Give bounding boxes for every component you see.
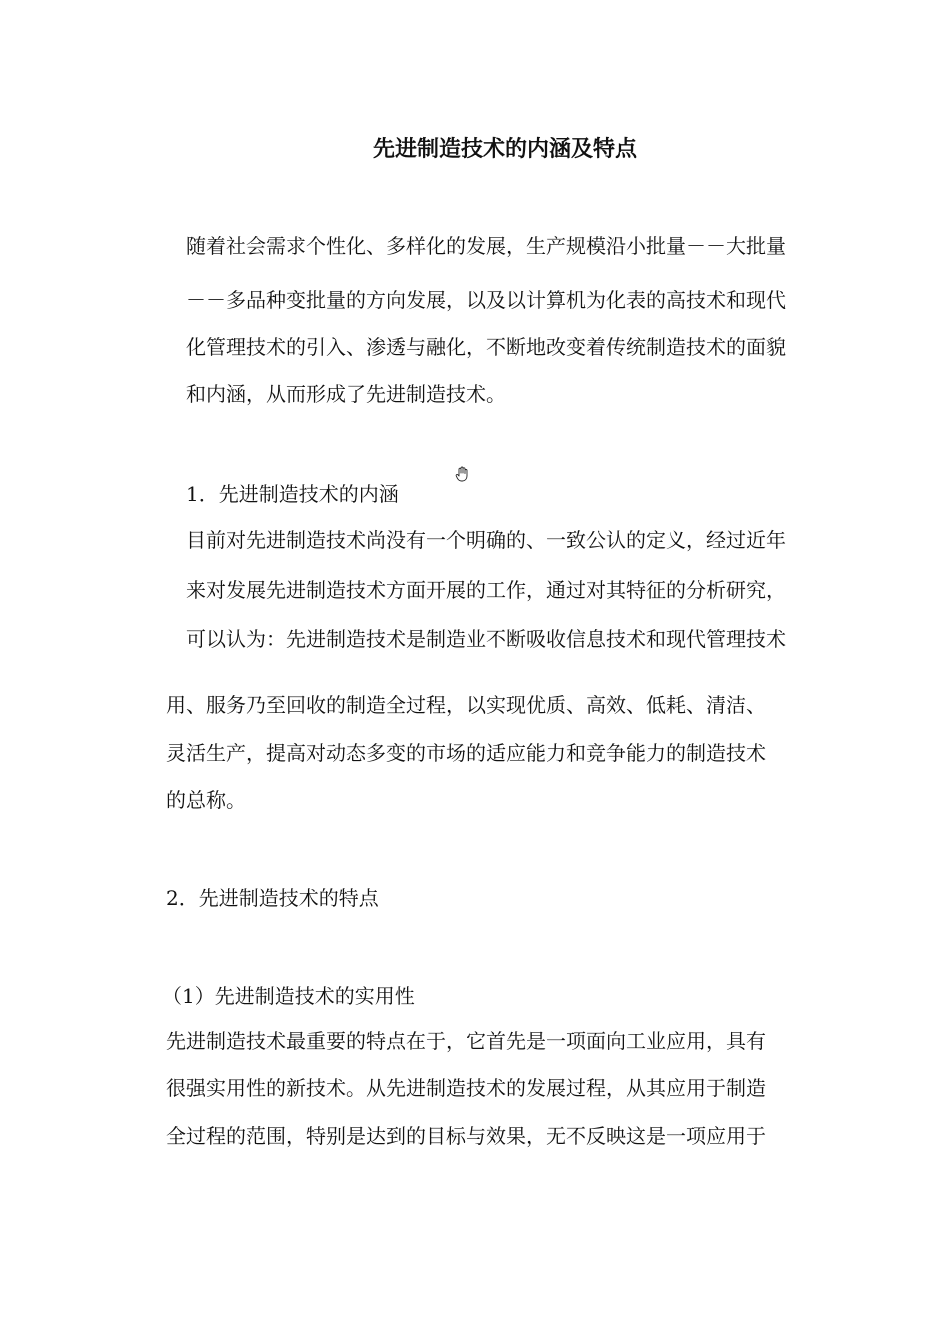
section2-line-1: 先进制造技术最重要的特点在于，它首先是一项面向工业应用，具有	[166, 1029, 766, 1053]
section2-line-3: 全过程的范围，特别是达到的目标与效果，无不反映这是一项应用于	[166, 1124, 766, 1148]
document-title: 先进制造技术的内涵及特点	[372, 136, 637, 162]
section1-line-5: 灵活生产，提高对动态多变的市场的适应能力和竞争能力的制造技术	[166, 741, 766, 765]
intro-line-2: －－多品种变批量的方向发展，以及以计算机为化表的高技术和现代	[186, 288, 786, 312]
section1-line-3: 可以认为：先进制造技术是制造业不断吸收信息技术和现代管理技术	[186, 627, 786, 651]
section1-line-6: 的总称。	[166, 788, 246, 812]
section2-line-2: 很强实用性的新技术。从先进制造技术的发展过程，从其应用于制造	[166, 1076, 766, 1100]
intro-line-4: 和内涵，从而形成了先进制造技术。	[186, 382, 506, 406]
section1-line-4: 用、服务乃至回收的制造全过程，以实现优质、高效、低耗、清洁、	[166, 693, 766, 717]
intro-line-1: 随着社会需求个性化、多样化的发展，生产规模沿小批量－－大批量	[186, 234, 786, 258]
section1-line-2: 来对发展先进制造技术方面开展的工作，通过对其特征的分析研究，	[186, 578, 786, 602]
section2-heading: 2．先进制造技术的特点	[166, 886, 379, 910]
section2-subheading: （1）先进制造技术的实用性	[162, 984, 415, 1008]
section1-line-1: 目前对先进制造技术尚没有一个明确的、一致公认的定义，经过近年	[186, 528, 786, 552]
section1-heading: 1．先进制造技术的内涵	[186, 482, 399, 506]
intro-line-3: 化管理技术的引入、渗透与融化，不断地改变着传统制造技术的面貌	[186, 335, 786, 359]
hand-cursor-icon	[455, 466, 469, 482]
